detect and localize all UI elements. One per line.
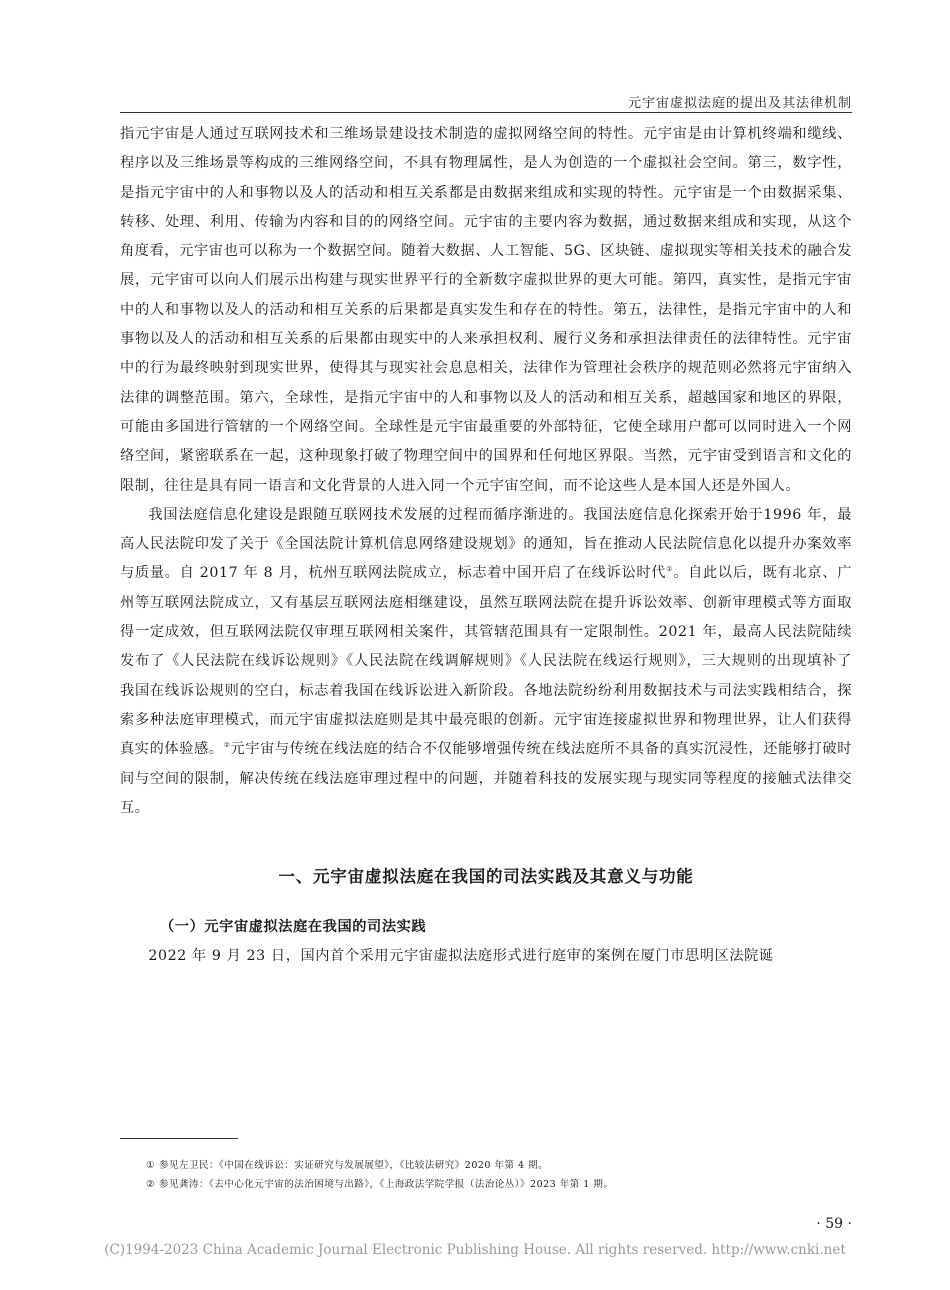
paragraph-2-part-a: 我国法庭信息化建设是跟随互联网技术发展的过程而循序渐进的。我国法庭信息化探索开始于1996 年，最高人民法院印发了关于《全国法院计算机信息网络建设规划》的通知，旨在推动人民法院信息化以提升办案效率与质量。自 2017 年 8 月，杭州互联网法院成立，标志着中国开启了在线诉讼时代 <box>120 506 852 582</box>
footnote-rule <box>120 1138 238 1139</box>
page-number: · 59 · <box>816 1216 852 1232</box>
footnote-text: 参见龚涛：《去中心化元宇宙的法治困境与出路》，《上海政法学院学报（法治论丛）》2023 年第 1 期。 <box>159 1179 614 1190</box>
paragraph-2-part-c: 元宇宙与传统在线法庭的结合不仅能够增强传统在线法庭所不具备的真实沉浸性，还能够打破时间与空间的限制，解决传统在线法庭审理过程中的问题，并随着科技的发展实现与现实同等程度的接触式法律交互。 <box>120 741 852 816</box>
paragraph-2 <box>120 501 852 823</box>
copyright-notice: (C)1994-2023 China Academic Journal Electronic Publishing House. All rights reserved. http://www.cnki.net <box>104 1242 846 1258</box>
article-body <box>120 120 852 971</box>
subsection-heading: （一）元宇宙虚拟法庭在我国的司法实践 <box>160 919 427 936</box>
footnote-ref-2[interactable]: ② <box>223 741 231 750</box>
header-rule <box>120 112 852 113</box>
paragraph-2-part-b: 。自此以后，既有北京、广州等互联网法院成立，又有基层互联网法庭相继建设，虽然互联网法院在提升诉讼效率、创新审理模式等方面取得一定成效，但互联网法院仅审理互联网相关案件，其管辖范围具有一定限制性。2021 年，最高人民法院陆续发布了《人民法院在线诉讼规则》《人民法院在线调解规则》《人民法院在线运行规则》，三大规则的出现填补了我国在线诉讼规则的空白，标志着我国在线诉讼进入新阶段。各地法院纷纷利用数据技术与司法实践相结合，探索多种法庭审理模式，而元宇宙虚拟法庭则是其中最亮眼的创新。元宇宙连接虚拟世界和物理世界，让人们获得真实的体验感。 <box>120 565 852 758</box>
running-title: 元宇宙虚拟法庭的提出及其法律机制 <box>627 96 852 111</box>
footnote-1 <box>146 1156 852 1175</box>
footnote-ref-1[interactable]: ① <box>666 565 674 574</box>
footnote-marker: ② <box>146 1179 156 1190</box>
footnote-2 <box>146 1175 852 1194</box>
paragraph-1: 指元宇宙是人通过互联网技术和三维场景建设技术制造的虚拟网络空间的特性。元宇宙是由计算机终端和缆线、程序以及三维场景等构成的三维网络空间，不具有物理属性，是人为创造的一个虚拟社会空间。第三，数字性，是指元宇宙中的人和事物以及人的活动和相互关系都是由数据来组成和实现的特性。元宇宙是一个由数据采集、转移、处理、利用、传输为内容和目的的网络空间。元宇宙的主要内容为数据，通过数据来组成和实现，从这个角度看，元宇宙也可以称为一个数据空间。随着大数据、人工智能、5G、区块链、虚拟现实等相关技术的融合发展，元宇宙可以向人们展示出构建与现实世界平行的全新数字虚拟世界的更大可能。第四，真实性，是指元宇宙中的人和事物以及人的活动和相互关系的后果都是真实发生和存在的特性。第五，法律性，是指元宇宙中的人和事物以及人的活动和相互关系的后果都由现实中的人来承担权利、履行义务和承担法律责任的法律特性。元宇宙中的行为最终映射到现实世界，使得其与现实社会息息相关，法律作为管理社会秩序的规范则必然将元宇宙纳入法律的调整范围。第六，全球性，是指元宇宙中的人和事物以及人的活动和相互关系，超越国家和地区的界限，可能由多国进行管辖的一个网络空间。全球性是元宇宙最重要的外部特征，它使全球用户都可以同时进入一个网络空间，紧密联系在一起，这种现象打破了物理空间中的国界和任何地区界限。当然，元宇宙受到语言和文化的限制，往往是具有同一语言和文化背景的人进入同一个元宇宙空间，而不论这些人是本国人还是外国人。 <box>120 126 852 494</box>
footnote-marker: ① <box>146 1160 156 1171</box>
footnote-text: 参见左卫民：《中国在线诉讼：实证研究与发展展望》，《比较法研究》2020 年第 4 期。 <box>159 1160 549 1171</box>
paragraph-3: 2022 年 9 月 23 日，国内首个采用元宇宙虚拟法庭形式进行庭审的案例在厦门市思明区法院诞 <box>148 948 774 965</box>
footnotes <box>146 1156 852 1194</box>
section-heading: 一、元宇宙虚拟法庭在我国的司法实践及其意义与功能 <box>278 867 694 887</box>
